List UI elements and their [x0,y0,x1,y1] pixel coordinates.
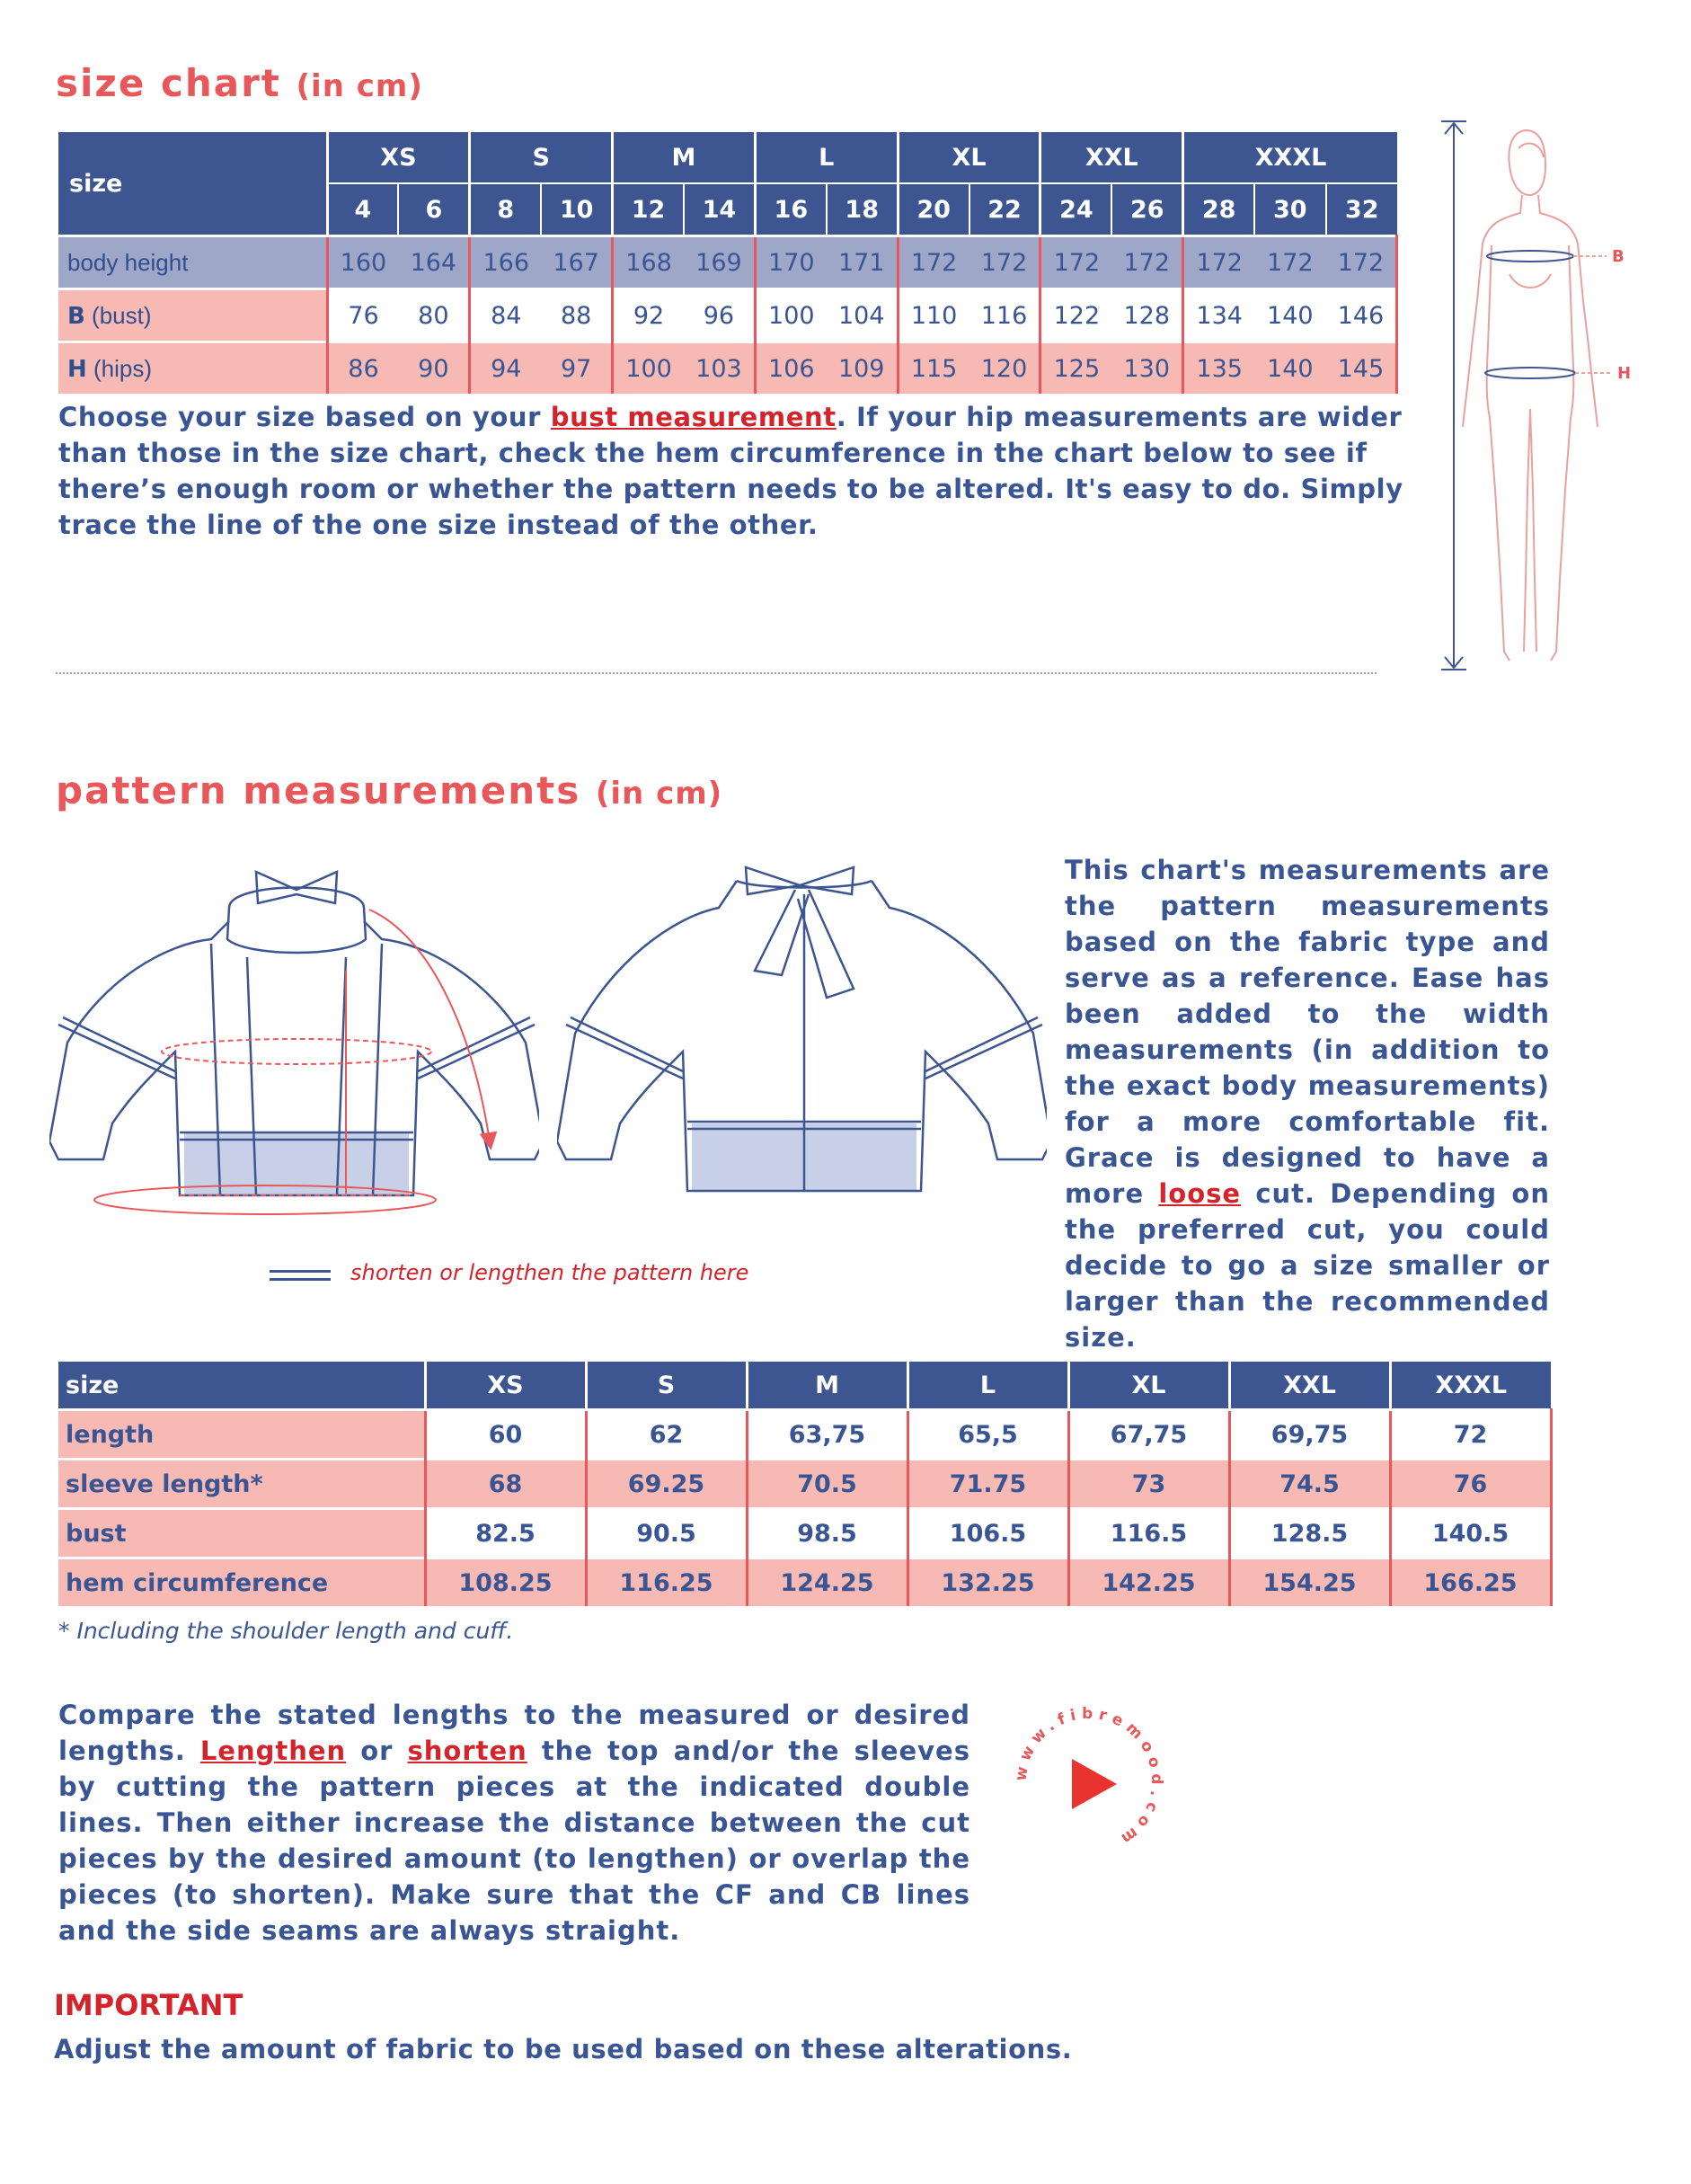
size-number-10: 10 [541,183,612,236]
size-chart-cell: 100 [755,289,826,342]
size-group-s: S [470,132,613,183]
size-chart-row [58,236,1397,289]
pattern-row [58,1460,1551,1509]
fibremood-logo[interactable] [1011,1703,1168,1860]
pattern-header-xs: XS [425,1362,586,1410]
pattern-cell: 90.5 [586,1509,747,1558]
size-chart-row [58,289,1397,342]
size-header-label: size [58,132,327,236]
pattern-cell: 72 [1390,1410,1551,1460]
pattern-header-s: S [586,1362,747,1410]
size-chart-cell: 106 [755,342,826,395]
pattern-cell: 62 [586,1410,747,1460]
pattern-cell: 154.25 [1229,1558,1390,1607]
garment-back-illustration [557,854,1047,1213]
size-chart-cell: 122 [1040,289,1111,342]
size-chart-cell: 80 [398,289,469,342]
size-chart-cell: 140 [1254,342,1325,395]
pattern-header-l: L [907,1362,1068,1410]
pattern-header-xxxl: XXXL [1390,1362,1551,1410]
size-chart-cell: 167 [541,236,612,289]
size-chart-cell: 84 [470,289,541,342]
pattern-cell: 63,75 [747,1410,907,1460]
pattern-cell: 71.75 [907,1460,1068,1509]
section-divider [56,672,1377,674]
size-chart-cell: 130 [1111,342,1182,395]
size-chart-cell: 97 [541,342,612,395]
size-number-14: 14 [684,183,755,236]
size-chart-cell: 116 [969,289,1040,342]
pattern-row-label: bust [58,1509,425,1558]
alteration-text-2: or [346,1736,408,1766]
size-chart-cell: 145 [1326,342,1397,395]
pattern-cell: 166.25 [1390,1558,1551,1607]
size-chart-cell: 94 [470,342,541,395]
bust-label: B [1612,247,1625,266]
size-chart-cell: 125 [1040,342,1111,395]
size-chart-cell: 103 [684,342,755,395]
pattern-header-xxl: XXL [1229,1362,1390,1410]
size-group-xxl: XXL [1040,132,1183,183]
size-chart-cell: 110 [898,289,969,342]
size-number-12: 12 [613,183,684,236]
size-chart-cell: 109 [827,342,898,395]
pattern-header-size: size [58,1362,425,1410]
alteration-paragraph [58,1697,970,1949]
size-chart-unit: (in cm) [296,68,423,104]
size-number-20: 20 [898,183,969,236]
loose-link[interactable]: loose [1158,1178,1242,1209]
logo-text: www.fibremood.com [1012,1704,1166,1851]
size-advice-paragraph [58,399,1406,543]
size-chart-cell: 115 [898,342,969,395]
size-chart-cell: 171 [827,236,898,289]
pattern-cell: 82.5 [425,1509,586,1558]
pattern-cell: 69.25 [586,1460,747,1509]
size-number-30: 30 [1254,183,1325,236]
pattern-cell: 116.5 [1068,1509,1229,1558]
pattern-desc-text-1: This chart's measurements are the pattern measurements based on the fabric type and serve as a reference. Ease has been added to the width measurements (in addition to the exact body measurements) for a more comfortable fit. Grace is designed to have a more [1065,855,1550,1209]
size-chart-row [58,342,1397,395]
pattern-measurements-table [58,1362,1553,1606]
size-chart-cell: 172 [1040,236,1111,289]
size-chart-cell: 140 [1254,289,1325,342]
pattern-cell: 68 [425,1460,586,1509]
size-chart-cell: 128 [1111,289,1182,342]
size-chart-cell: 104 [827,289,898,342]
size-number-32: 32 [1326,183,1397,236]
pattern-description [1065,852,1550,1355]
lengthen-link[interactable]: Lengthen [199,1736,347,1766]
important-text: Adjust the amount of fabric to be used based on these alterations. [54,2034,1073,2064]
pattern-cell: 76 [1390,1460,1551,1509]
important-heading: IMPORTANT [54,1988,243,2022]
pattern-cell: 73 [1068,1460,1229,1509]
size-chart-cell: 172 [898,236,969,289]
pattern-unit: (in cm) [595,776,723,812]
pattern-cell: 142.25 [1068,1558,1229,1607]
size-chart-cell: 172 [1254,236,1325,289]
pattern-row [58,1410,1551,1460]
size-chart-cell: 92 [613,289,684,342]
size-number-24: 24 [1040,183,1111,236]
size-number-4: 4 [327,183,398,236]
hips-label: H [1617,364,1632,383]
size-chart-cell: 172 [969,236,1040,289]
bust-measurement-link[interactable]: bust measurement [550,402,837,432]
pattern-cell: 124.25 [747,1558,907,1607]
pattern-measurements-title [56,768,722,812]
size-number-18: 18 [827,183,898,236]
alteration-text-3: the top and/or the sleeves by cutting the pattern pieces at the indicated double lines. Then either increase the distance between the cut pieces by the desired amount (to lengthen) or overlap the pieces (to shorten). Make sure that the CF and CB lines and the side seams are always straight. [58,1736,970,1946]
size-chart-cell: 146 [1326,289,1397,342]
size-chart-cell: 135 [1183,342,1254,395]
size-advice-text-1: Choose your size based on your [58,402,551,432]
pattern-header-m: M [747,1362,907,1410]
pattern-title-text: pattern measurements [56,768,581,812]
size-chart-row-label: B (bust) [58,289,327,342]
size-number-22: 22 [969,183,1040,236]
size-number-8: 8 [470,183,541,236]
garment-front-illustration [49,854,539,1231]
body-figure-illustration [1429,112,1635,688]
size-advice-text-2: . If your hip measurements are wider than those in the size chart, check the hem circumference in the chart below to see if there’s enough room or whether the pattern needs to be altered. It's easy to do. Simply trace the line of the one size instead of the other. [58,402,1403,540]
pattern-cell: 70.5 [747,1460,907,1509]
double-line-icon [270,1270,331,1281]
size-chart-cell: 100 [613,342,684,395]
size-chart-table [58,132,1398,394]
size-group-xs: XS [327,132,470,183]
size-chart-cell: 160 [327,236,398,289]
size-chart-cell: 76 [327,289,398,342]
size-chart-title [56,61,423,105]
pattern-row [58,1558,1551,1607]
size-group-xxxl: XXXL [1183,132,1397,183]
size-group-l: L [755,132,898,183]
pattern-desc-text-2: cut. Depending on the preferred cut, you could decide to go a size smaller or larger than the recommended size. [1065,1178,1550,1353]
size-chart-cell: 86 [327,342,398,395]
size-chart-cell: 168 [613,236,684,289]
size-chart-cell: 88 [541,289,612,342]
pattern-cell: 108.25 [425,1558,586,1607]
size-number-6: 6 [398,183,469,236]
size-chart-cell: 172 [1183,236,1254,289]
pattern-cell: 132.25 [907,1558,1068,1607]
pattern-header-xl: XL [1068,1362,1229,1410]
size-chart-row-label: H (hips) [58,342,327,395]
size-chart-cell: 134 [1183,289,1254,342]
size-group-xl: XL [898,132,1040,183]
size-chart-cell: 120 [969,342,1040,395]
pattern-row [58,1509,1551,1558]
size-number-26: 26 [1111,183,1182,236]
pattern-cell: 65,5 [907,1410,1068,1460]
size-chart-cell: 169 [684,236,755,289]
pattern-cell: 67,75 [1068,1410,1229,1460]
pattern-cell: 74.5 [1229,1460,1390,1509]
play-icon [1072,1759,1117,1809]
pattern-cell: 69,75 [1229,1410,1390,1460]
size-chart-cell: 164 [398,236,469,289]
pattern-cell: 60 [425,1410,586,1460]
size-number-28: 28 [1183,183,1254,236]
alteration-text-1: Compare the stated lengths to the measured or desired lengths. [58,1700,970,1766]
pattern-cell: 106.5 [907,1509,1068,1558]
pattern-row-label: sleeve length* [58,1460,425,1509]
legend-text: shorten or lengthen the pattern here [350,1260,749,1285]
size-chart-cell: 96 [684,289,755,342]
shorten-link[interactable]: shorten [407,1736,527,1766]
pattern-cell: 128.5 [1229,1509,1390,1558]
size-group-m: M [613,132,756,183]
size-chart-cell: 172 [1326,236,1397,289]
pattern-cell: 98.5 [747,1509,907,1558]
size-chart-cell: 90 [398,342,469,395]
size-chart-cell: 166 [470,236,541,289]
pattern-row-label: hem circumference [58,1558,425,1607]
size-number-16: 16 [755,183,826,236]
pattern-row-label: length [58,1410,425,1460]
size-chart-cell: 170 [755,236,826,289]
size-chart-row-label: body height [58,236,327,289]
footnote: * Including the shoulder length and cuff. [58,1618,514,1644]
pattern-cell: 116.25 [586,1558,747,1607]
size-chart-title-text: size chart [56,61,281,105]
size-chart-cell: 172 [1111,236,1182,289]
pattern-cell: 140.5 [1390,1509,1551,1558]
